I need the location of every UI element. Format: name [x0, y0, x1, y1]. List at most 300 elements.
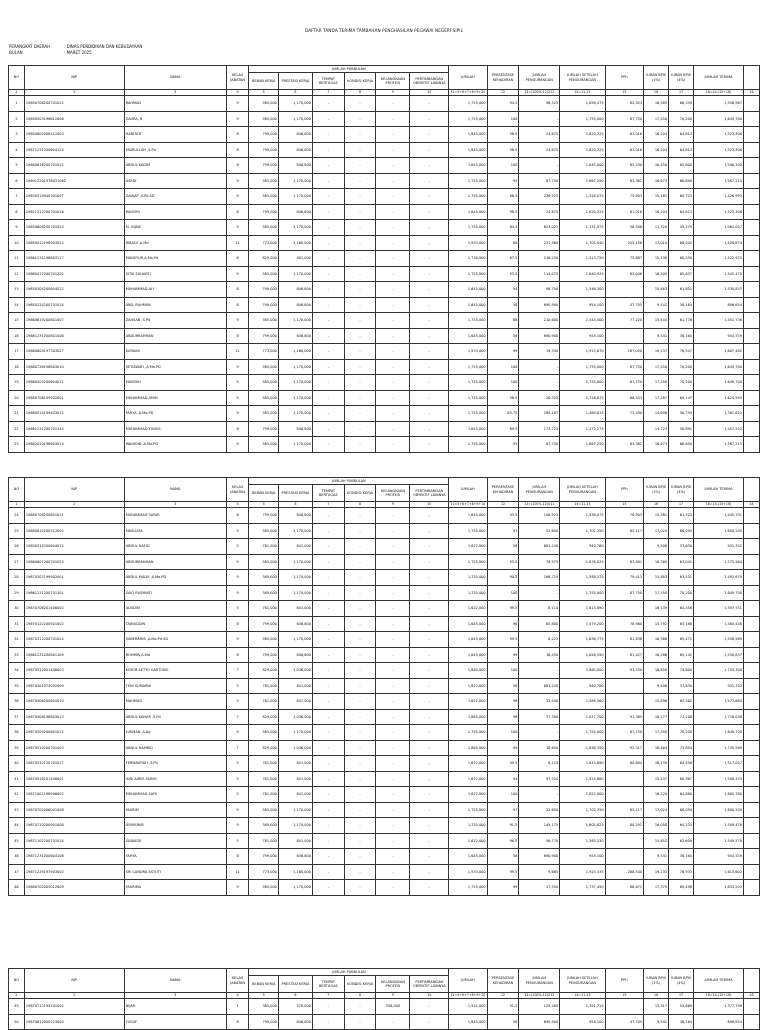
- table-cell: 24,675: [519, 142, 560, 158]
- table-cell: 63,582: [669, 694, 694, 710]
- column-header-pertimbangan: PERTIMBANGAN OBYEKTIF LAINNYA: [410, 73, 449, 90]
- table-cell: 99: [487, 647, 519, 663]
- column-header-terima: JUMLAH TERIMA: [694, 478, 744, 502]
- column-header-pertimbangan: PERTIMBANGAN OBYEKTIF LAINNYA: [410, 485, 449, 502]
- table-cell: 585,000: [249, 523, 278, 539]
- table-cell: 9,541: [644, 1014, 669, 1030]
- table-cell: 67,041: [669, 554, 694, 570]
- column-number: 18: [743, 90, 759, 96]
- table-cell: -: [344, 111, 376, 127]
- table-cell: 799,000: [249, 421, 278, 437]
- table-cell: 1,036,000: [278, 663, 312, 679]
- column-header-bpjs4: IURAN BPJS (4%): [669, 478, 694, 502]
- table-cell: 15,896: [644, 694, 669, 710]
- table-cell: SRI CANDRA ASTUTI: [124, 864, 226, 880]
- column-number: 4: [226, 502, 249, 508]
- table-cell: 73,490: [605, 406, 644, 422]
- table-cell: -: [344, 539, 376, 555]
- column-header-no: NO: [9, 66, 25, 90]
- table-cell: 93.5: [487, 266, 519, 282]
- table-cell: IONI AIRES SUBHI: [124, 771, 226, 787]
- table-cell-blank: [743, 833, 759, 849]
- table-cell: -: [376, 127, 410, 143]
- table-cell: -: [410, 709, 449, 725]
- table-cell: 99.5: [487, 864, 519, 880]
- table-cell: -: [410, 647, 449, 663]
- table-cell: -: [376, 616, 410, 632]
- table-cell: 95: [487, 173, 519, 189]
- table-cell: TENI SUMARNI: [124, 678, 226, 694]
- table-cell: [605, 282, 644, 298]
- table-cell: -: [312, 849, 344, 865]
- table-cell: 16: [9, 328, 25, 344]
- table-cell: 1,702,350: [560, 802, 605, 818]
- table-cell-blank: [743, 313, 759, 329]
- table-cell: 82,046: [605, 266, 644, 282]
- table-cell: 20: [9, 390, 25, 406]
- table-cell: 13,917: [644, 999, 669, 1015]
- table-cell: 19,330: [519, 344, 560, 360]
- table-cell: 1,755,000: [449, 313, 488, 329]
- table-cell: 8: [226, 508, 249, 524]
- table-cell: 1,170,000: [278, 818, 312, 834]
- table-cell: 1,622,000: [449, 694, 488, 710]
- table-cell: 94: [487, 282, 519, 298]
- table-cell: -: [410, 297, 449, 313]
- table-cell: 1,546,300: [560, 282, 605, 298]
- table-cell: 4: [9, 142, 25, 158]
- table-cell: 74,600: [669, 663, 694, 679]
- table-cell: 89.5: [487, 421, 519, 437]
- table-cell: 75,687: [605, 251, 644, 267]
- meta-label: BULAN: [9, 51, 23, 56]
- table-cell-blank: [743, 173, 759, 189]
- table-cell: -: [344, 158, 376, 174]
- table-cell: 1,645,000: [449, 647, 488, 663]
- table-cell: -: [312, 204, 344, 220]
- table-cell: 19650314200604012: [24, 539, 124, 555]
- table-cell: 896,854: [694, 297, 744, 313]
- table-cell: 43: [9, 802, 25, 818]
- table-cell-blank: [743, 251, 759, 267]
- table-cell: 216,250: [519, 251, 560, 267]
- table-cell: 87,750: [519, 173, 560, 189]
- column-number: 7: [312, 502, 344, 508]
- table-cell: -: [410, 616, 449, 632]
- table-row: [9, 771, 760, 787]
- table-cell: 1,827,700: [560, 709, 605, 725]
- table-cell: ROHMIN,A.Md: [124, 647, 226, 663]
- table-cell: 5: [9, 158, 25, 174]
- table-cell: -: [312, 421, 344, 437]
- table-cell: 60,987: [669, 771, 694, 787]
- column-number: 4: [226, 90, 249, 96]
- table-cell: FAHYA ,A.Ma.PD: [124, 406, 226, 422]
- table-cell: -: [410, 880, 449, 896]
- table-cell: 55,669: [669, 999, 694, 1015]
- column-number: 6: [278, 90, 312, 96]
- table-cell: [605, 601, 644, 617]
- table-cell: 64,556: [669, 756, 694, 772]
- table-cell: -: [410, 406, 449, 422]
- table-cell: 64,233: [669, 818, 694, 834]
- table-cell: 19671001198906002: [24, 787, 124, 803]
- table-cell: 1,170,000: [278, 523, 312, 539]
- table-cell: ZAINAP ,S.Pd.SD: [124, 189, 226, 205]
- table-cell: FAHYA: [124, 849, 226, 865]
- column-header-tempat: TEMPAT BERTUGAS: [312, 976, 344, 993]
- table-cell: 1,645,000: [449, 297, 488, 313]
- table-cell: 98: [487, 694, 519, 710]
- table-cell: 940,760: [560, 539, 605, 555]
- table-cell: 1,170,000: [278, 406, 312, 422]
- table-cell: -: [410, 802, 449, 818]
- column-number: 14=11-13: [560, 993, 605, 999]
- table-cell: 70,200: [669, 725, 694, 741]
- table-cell: -: [410, 1014, 449, 1030]
- column-number: 13=(100%-12)X11: [519, 502, 560, 508]
- table-row: [9, 96, 760, 112]
- table-cell-blank: [743, 554, 759, 570]
- table-cell: 58: [487, 1014, 519, 1030]
- table-cell: 1,170,000: [278, 570, 312, 586]
- table-cell: 841,000: [278, 694, 312, 710]
- table-cell: 32: [9, 632, 25, 648]
- table-cell: 799,000: [249, 297, 278, 313]
- table-cell: -: [376, 570, 410, 586]
- table-cell: -: [344, 523, 376, 539]
- column-number: 8: [344, 502, 376, 508]
- table-cell-blank: [743, 756, 759, 772]
- table-cell: -: [376, 390, 410, 406]
- table-cell: -: [376, 359, 410, 375]
- column-header-terima: JUMLAH TERIMA: [694, 969, 744, 993]
- table-cell: 585,000: [249, 266, 278, 282]
- table-cell: 1,622,000: [449, 678, 488, 694]
- table-cell: -: [312, 740, 344, 756]
- table-cell: 58,891: [669, 421, 694, 437]
- table-cell: 78,975: [519, 554, 560, 570]
- table-cell: 10: [9, 235, 25, 251]
- table-cell-blank: [743, 709, 759, 725]
- table-cell: 7: [226, 709, 249, 725]
- table-cell: 16,139: [644, 756, 669, 772]
- table-cell: 944,559: [694, 849, 744, 865]
- table-cell: 99.5: [487, 601, 519, 617]
- table-cell: 9,541: [644, 328, 669, 344]
- table-cell-blank: [743, 204, 759, 220]
- table-cell: NIJAH: [124, 999, 226, 1015]
- table-cell: 585,000: [249, 359, 278, 375]
- table-cell: 1,170,000: [278, 375, 312, 391]
- table-row: [9, 539, 760, 555]
- table-cell: 19691220197803106Z: [24, 173, 124, 189]
- column-header-nip: NIP: [24, 969, 124, 993]
- table-cell: -: [312, 220, 344, 236]
- table-cell: 9: [226, 359, 249, 375]
- table-cell: 11: [226, 864, 249, 880]
- table-cell: 1,620,325: [560, 127, 605, 143]
- column-number: 10: [410, 502, 449, 508]
- column-header-prestasi: PRESTASI KERJA: [278, 485, 312, 502]
- table-cell: M. HIJAIE: [124, 220, 226, 236]
- table-cell: 19670710200901008: [24, 818, 124, 834]
- table-cell: 1,755,000: [560, 585, 605, 601]
- table-cell: 841,000: [278, 787, 312, 803]
- table-cell: 26,325: [519, 390, 560, 406]
- table-cell: 1,451,736: [694, 313, 744, 329]
- table-cell: 90.5: [487, 570, 519, 586]
- table-cell: 1,755,000: [449, 437, 488, 453]
- table-cell: 799,000: [249, 328, 278, 344]
- table-cell: 1,508,433: [694, 771, 744, 787]
- table-cell-blank: [743, 189, 759, 205]
- table-cell: -: [344, 266, 376, 282]
- table-cell: -: [312, 864, 344, 880]
- table-cell: RAHMAD: [124, 96, 226, 112]
- table-cell: -: [410, 787, 449, 803]
- table-cell: -: [312, 725, 344, 741]
- table-cell: 100: [487, 111, 519, 127]
- table-cell: 49: [9, 999, 25, 1015]
- table-cell: 70,200: [669, 375, 694, 391]
- table-cell: -: [410, 601, 449, 617]
- table-cell: 83,801: [605, 554, 644, 570]
- table-cell-blank: [743, 849, 759, 865]
- table-cell: 585,000: [249, 554, 278, 570]
- table-cell: 24: [9, 508, 25, 524]
- table-cell: 14: [9, 297, 25, 313]
- table-cell: 88: [487, 313, 519, 329]
- table-cell: -: [376, 740, 410, 756]
- table-cell-blank: [743, 663, 759, 679]
- table-row: [9, 235, 760, 251]
- table-cell: 16,450: [519, 647, 560, 663]
- table-cell: 44: [9, 818, 25, 834]
- table-cell: -: [344, 421, 376, 437]
- table-cell: 16,673: [644, 437, 669, 453]
- table-cell: 19670702006041008: [24, 802, 124, 818]
- table-cell: -: [344, 344, 376, 360]
- table-cell: 19670312200701024: [24, 632, 124, 648]
- table-cell: 15,138: [644, 251, 669, 267]
- table-cell-blank: [743, 282, 759, 298]
- table-cell: 65,800: [669, 158, 694, 174]
- table-cell: -: [312, 297, 344, 313]
- table-cell: 65,142: [669, 647, 694, 663]
- table-cell: 585,000: [249, 313, 278, 329]
- table-cell: 1,567,215: [694, 437, 744, 453]
- table-cell-blank: [743, 421, 759, 437]
- table-cell: 80,694: [605, 756, 644, 772]
- table-cell: 9: [226, 173, 249, 189]
- table-cell: 1,658,475: [560, 96, 605, 112]
- column-number: 1: [9, 993, 25, 999]
- table-cell: -: [312, 1014, 344, 1030]
- table-cell: 1,170,000: [278, 725, 312, 741]
- table-row: [9, 523, 760, 539]
- table-cell: 28: [9, 570, 25, 586]
- table-cell: 23: [9, 437, 25, 453]
- table-cell: 39: [9, 740, 25, 756]
- column-header-pertimbangan: PERTIMBANGAN OBYEKTIF LAINNYA: [410, 976, 449, 993]
- table-cell: 1,160,000: [278, 344, 312, 360]
- table-cell: 19670918201406001: [24, 771, 124, 787]
- column-header-setelah: JUMLAH SETELAH PENGURANGAN: [560, 478, 605, 502]
- table-cell: 1,622,000: [449, 601, 488, 617]
- table-cell: 9: [226, 390, 249, 406]
- table-cell: 19670512001406003: [24, 663, 124, 679]
- table-cell: 24,675: [519, 127, 560, 143]
- column-header-persentase: PERSENTASE KEHADIRAN: [487, 969, 519, 993]
- table-cell: 94: [487, 771, 519, 787]
- table-cell: 585,000: [249, 802, 278, 818]
- table-cell: 1,426,993: [694, 189, 744, 205]
- table-cell: 1,544,400: [560, 313, 605, 329]
- table-cell: 15,792: [644, 616, 669, 632]
- table-cell: 16,368: [644, 632, 669, 648]
- table-cell: 829,000: [249, 663, 278, 679]
- column-header-kelangkaan: KELANGKAAN PROFESI: [376, 485, 410, 502]
- table-cell: -: [376, 1014, 410, 1030]
- table-cell: 19660203200604011: [24, 375, 124, 391]
- table-cell: 585,000: [249, 632, 278, 648]
- table-cell: 1,755,000: [449, 390, 488, 406]
- table-cell: 77,220: [605, 313, 644, 329]
- table-cell: 1,615,602: [694, 864, 744, 880]
- table-cell: -: [344, 220, 376, 236]
- column-header-group: JUMLAH PUBBULAN: [249, 66, 449, 73]
- table-cell: -: [410, 375, 449, 391]
- table-cell: -: [344, 663, 376, 679]
- table-cell: -: [312, 251, 344, 267]
- table-cell: 1,755,000: [560, 375, 605, 391]
- table-cell: -: [376, 313, 410, 329]
- table-cell: 61,776: [669, 313, 694, 329]
- table-cell: 1,755,000: [560, 725, 605, 741]
- table-cell: 1,538,075: [560, 508, 605, 524]
- table-cell: -: [312, 437, 344, 453]
- table-cell: 5: [226, 756, 249, 772]
- table-cell: -: [344, 756, 376, 772]
- table-cell: 1,600,209: [694, 523, 744, 539]
- table-cell: KURAINI: [124, 344, 226, 360]
- table-cell: 16,203: [644, 142, 669, 158]
- table-cell: 1,170,000: [278, 266, 312, 282]
- table-cell: 1,589,560: [560, 694, 605, 710]
- column-number: 13=(100%-12)X11: [519, 90, 560, 96]
- column-number: 8: [344, 993, 376, 999]
- table-cell: 66,690: [669, 437, 694, 453]
- table-cell: RIBADI ,A.Md: [124, 235, 226, 251]
- table-cell: 1,645,000: [449, 127, 488, 143]
- table-cell: -: [410, 282, 449, 298]
- table-cell: 799,000: [249, 1014, 278, 1030]
- table-cell: 19670122200501002: [24, 616, 124, 632]
- table-row: [9, 663, 760, 679]
- column-header-terima: JUMLAH TERIMA: [694, 66, 744, 90]
- table-cell: -: [410, 142, 449, 158]
- table-cell: RAISORI: [124, 204, 226, 220]
- table-cell: 19670706201406002: [24, 601, 124, 617]
- column-number: 6: [278, 502, 312, 508]
- table-cell-blank: [743, 127, 759, 143]
- table-cell: 255,156: [605, 235, 644, 251]
- table-cell: -: [312, 802, 344, 818]
- table-cell: 585,000: [249, 570, 278, 586]
- table-cell: 87,750: [605, 111, 644, 127]
- table-cell: 19621212200701016: [24, 204, 124, 220]
- table-cell: 15,181: [644, 189, 669, 205]
- table-cell: 56,598: [605, 220, 644, 236]
- table-cell: 35: [9, 678, 25, 694]
- table-cell: 799,000: [249, 647, 278, 663]
- table-cell: 60,550: [669, 251, 694, 267]
- table-cell: -: [376, 833, 410, 849]
- table-cell: 81,016: [605, 142, 644, 158]
- table-cell: 16,203: [644, 204, 669, 220]
- column-header-kelas: KELAS JABATAN: [226, 478, 249, 502]
- table-cell: -: [344, 204, 376, 220]
- table-cell: 3: [9, 127, 25, 143]
- table-cell: 98.5: [487, 142, 519, 158]
- column-header-nip: NIP: [24, 478, 124, 502]
- table-cell: 1,755,000: [449, 220, 488, 236]
- table-cell: 1,718,038: [694, 709, 744, 725]
- table-cell: -: [376, 632, 410, 648]
- table-cell: 19650708200701012: [24, 96, 124, 112]
- table-cell: -: [410, 204, 449, 220]
- table-cell-blank: [743, 297, 759, 313]
- column-number: 15: [605, 993, 644, 999]
- table-cell: [605, 771, 644, 787]
- table-cell: 34: [9, 663, 25, 679]
- table-cell: 37,300: [519, 709, 560, 725]
- table-cell: 76,547: [669, 344, 694, 360]
- table-cell: 846,800: [278, 849, 312, 865]
- table-cell: 1,649,700: [694, 359, 744, 375]
- table-cell: 799,000: [249, 158, 278, 174]
- table-cell: 1,645,000: [449, 632, 488, 648]
- table-cell: 81,427: [605, 647, 644, 663]
- table-cell: 1,170,000: [278, 437, 312, 453]
- table-cell: 16,450: [644, 158, 669, 174]
- table-cell: -: [376, 678, 410, 694]
- table-cell: 2: [9, 111, 25, 127]
- table-cell: 585,000: [249, 189, 278, 205]
- table-cell: -: [376, 251, 410, 267]
- table-cell: 97,320: [519, 771, 560, 787]
- table-row: [9, 111, 760, 127]
- column-number: 11=5+6+7+8+9+10: [450, 89, 486, 94]
- table-cell: 15,381: [644, 508, 669, 524]
- column-number: 1: [9, 90, 25, 96]
- column-header-jml_peng: JUMLAH PENGURANGAN: [519, 66, 560, 90]
- table-cell: 1,064,057: [694, 220, 744, 236]
- table-row: [9, 158, 760, 174]
- table-cell: 85,117: [605, 523, 644, 539]
- table-cell: 56,770: [519, 833, 560, 849]
- table-cell: 1,513,750: [560, 251, 605, 267]
- table-cell: -: [410, 220, 449, 236]
- table-cell-blank: [743, 1014, 759, 1030]
- table-cell: 19670408198803013: [24, 709, 124, 725]
- table-cell: ALISDIM: [124, 601, 226, 617]
- table-cell: 98: [487, 709, 519, 725]
- table-cell: 50: [9, 1014, 25, 1030]
- table-cell: 96.5: [487, 833, 519, 849]
- table-cell: 19670712195101002: [24, 999, 124, 1015]
